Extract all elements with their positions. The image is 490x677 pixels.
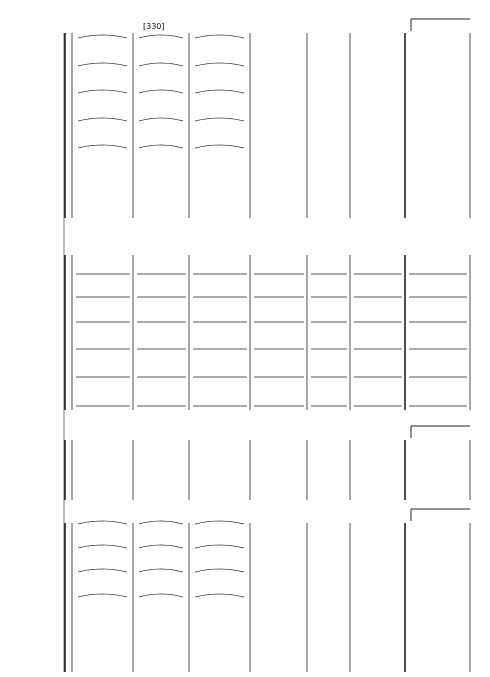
rehearsal-mark: [330] [143,22,165,31]
slur [195,90,244,93]
slur [78,63,127,66]
slur [195,569,244,572]
slur [78,145,127,148]
slur [139,118,183,121]
slur [139,35,183,38]
slur [139,63,183,66]
slur [78,90,127,93]
slur [139,594,183,597]
slur [78,118,127,121]
slur [195,35,244,38]
slur [195,545,244,548]
slur [139,569,183,572]
slur [195,118,244,121]
slur [139,90,183,93]
slur [139,145,183,148]
slur [195,145,244,148]
slur [78,594,127,597]
slur [139,521,183,524]
slur [195,521,244,524]
slur [78,545,127,548]
slur [195,594,244,597]
slur [78,569,127,572]
slur [195,63,244,66]
slur [78,35,127,38]
slur [78,521,127,524]
slur [139,545,183,548]
